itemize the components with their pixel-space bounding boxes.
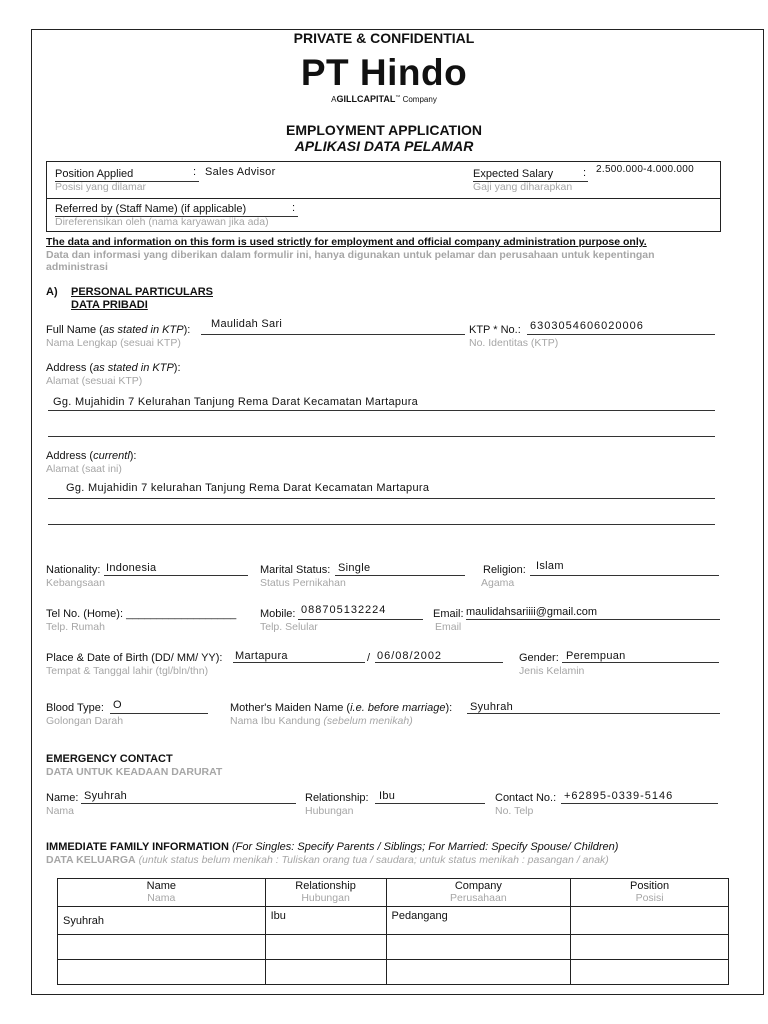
marital-label: Marital Status: <box>260 564 331 576</box>
emergency-contact-value[interactable]: +62895-0339-5146 <box>564 790 674 802</box>
position-label-id: Posisi yang dilamar <box>55 181 147 193</box>
gender-label: Gender: <box>519 652 559 664</box>
email-line <box>466 619 720 620</box>
mobile-value[interactable]: 088705132224 <box>301 604 387 616</box>
family-cell-company[interactable]: Pedangang <box>386 907 571 935</box>
salary-colon: : <box>583 167 587 179</box>
gender-value[interactable]: Perempuan <box>566 650 626 662</box>
address-ktp-line-1 <box>48 410 715 411</box>
salary-label-id: Gaji yang diharapkan <box>473 181 573 193</box>
family-col-name: Name Nama <box>58 879 266 907</box>
family-cell-relationship[interactable] <box>265 935 386 960</box>
address-current-value[interactable]: Gg. Mujahidin 7 kelurahan Tanjung Rema Darat Kecamatan Martapura <box>66 482 430 494</box>
section-a-title: PERSONAL PARTICULARS <box>71 286 213 298</box>
religion-value[interactable]: Islam <box>536 560 564 572</box>
family-title: IMMEDIATE FAMILY INFORMATION (For Singles: Specify Parents / Siblings; For Married: Specify Spouse/ Children) <box>46 841 619 853</box>
birth-place-value[interactable]: Martapura <box>235 650 288 662</box>
ktp-label: KTP * No.: <box>469 324 521 336</box>
mother-label: Mother's Maiden Name (i.e. before marriage): <box>230 702 453 714</box>
emergency-relationship-label-id: Hubungan <box>305 805 354 817</box>
nationality-label: Nationality: <box>46 564 101 576</box>
email-value[interactable]: maulidahsariiii@gmail.com <box>466 606 597 618</box>
nationality-line <box>104 575 248 576</box>
referred-label-id: Direferensikan oleh (nama karyawan jika ada) <box>55 216 269 228</box>
religion-label-id: Agama <box>481 577 515 589</box>
position-value[interactable]: Sales Advisor <box>205 166 276 178</box>
position-box-divider <box>46 198 721 199</box>
mother-label-id: Nama Ibu Kandung (sebelum menikah) <box>230 715 413 727</box>
address-current-line-2 <box>48 524 715 525</box>
fullname-value[interactable]: Maulidah Sari <box>211 318 283 330</box>
family-cell-name[interactable]: Syuhrah <box>58 907 266 935</box>
section-a-letter: A) <box>46 286 58 298</box>
address-current-line-1 <box>48 498 715 499</box>
family-table <box>57 878 729 985</box>
emergency-contact-line <box>561 803 718 804</box>
tel-label-id: Telp. Rumah <box>46 621 105 633</box>
fullname-label-id: Nama Lengkap (sesuai KTP) <box>46 337 181 349</box>
blood-value[interactable]: O <box>113 699 122 711</box>
family-cell-name[interactable] <box>58 935 266 960</box>
family-col-relationship: Relationship Hubungan <box>265 879 386 907</box>
address-ktp-line-2 <box>48 436 715 437</box>
mobile-line <box>298 619 423 620</box>
gender-label-id: Jenis Kelamin <box>519 665 585 677</box>
notice-id-line1: Data dan informasi yang diberikan dalam formulir ini, hanya digunakan untuk pelamar dan perusahaan untuk kepentingan <box>46 249 655 261</box>
ktp-value[interactable]: 6303054606020006 <box>530 320 644 332</box>
nationality-value[interactable]: Indonesia <box>106 562 157 574</box>
confidential-heading: PRIVATE & CONFIDENTIAL <box>293 30 475 46</box>
position-label: Position Applied <box>55 168 134 180</box>
referred-colon: : <box>292 202 296 214</box>
blood-label: Blood Type: <box>46 702 104 714</box>
mother-line <box>467 713 720 714</box>
ktp-label-id: No. Identitas (KTP) <box>469 337 559 349</box>
family-col-position: Position Posisi <box>571 879 729 907</box>
blood-label-id: Golongan Darah <box>46 715 124 727</box>
ktp-line <box>527 334 715 335</box>
marital-line <box>335 575 465 576</box>
marital-label-id: Status Pernikahan <box>260 577 346 589</box>
birth-separator: / <box>367 652 371 664</box>
company-name: PT Hindo <box>300 52 468 93</box>
salary-label: Expected Salary <box>473 168 554 180</box>
birth-date-line <box>375 662 503 663</box>
religion-line <box>530 575 719 576</box>
emergency-name-value[interactable]: Syuhrah <box>84 790 128 802</box>
emergency-name-line <box>81 803 296 804</box>
mobile-label-id: Telp. Selular <box>260 621 318 633</box>
family-cell-position[interactable] <box>571 907 729 935</box>
family-cell-relationship[interactable]: Ibu <box>265 907 386 935</box>
gender-line <box>562 662 719 663</box>
salary-value[interactable]: 2.500.000-4.000.000 <box>596 164 695 175</box>
mother-value[interactable]: Syuhrah <box>470 701 514 713</box>
email-label: Email: <box>433 608 464 620</box>
blood-line <box>110 713 208 714</box>
birth-place-line <box>233 662 365 663</box>
position-colon: : <box>193 166 197 178</box>
emergency-relationship-line <box>375 803 485 804</box>
family-table-header <box>58 879 729 907</box>
fullname-label: Full Name (as stated in KTP): <box>46 324 191 336</box>
family-cell-position[interactable] <box>571 935 729 960</box>
emergency-title-id: DATA UNTUK KEADAAN DARURAT <box>46 766 223 778</box>
fullname-line <box>201 334 465 335</box>
referred-label: Referred by (Staff Name) (if applicable) <box>55 203 247 215</box>
emergency-name-label-id: Nama <box>46 805 75 817</box>
birth-label-id: Tempat & Tanggal lahir (tgl/bln/thn) <box>46 665 209 677</box>
family-cell-name[interactable] <box>58 960 266 985</box>
form-title: EMPLOYMENT APPLICATION <box>286 122 482 138</box>
family-col-company: Company Perusahaan <box>386 879 571 907</box>
mobile-label: Mobile: <box>260 608 296 620</box>
table-row <box>58 960 729 985</box>
section-a-title-id: DATA PRIBADI <box>71 299 148 311</box>
address-current-label-id: Alamat (saat ini) <box>46 463 122 475</box>
address-ktp-label-id: Alamat (sesuai KTP) <box>46 375 143 387</box>
birth-date-value[interactable]: 06/08/2002 <box>377 650 443 662</box>
email-label-id: Email <box>435 621 462 633</box>
birth-label: Place & Date of Birth (DD/ MM/ YY): <box>46 652 223 664</box>
address-ktp-label: Address (as stated in KTP): <box>46 362 181 374</box>
emergency-title: EMERGENCY CONTACT <box>46 753 173 765</box>
address-current-label: Address (currentl): <box>46 450 137 462</box>
religion-label: Religion: <box>483 564 526 576</box>
address-ktp-value[interactable]: Gg. Mujahidin 7 Kelurahan Tanjung Rema Darat Kecamatan Martapura <box>53 396 419 408</box>
family-cell-company[interactable] <box>386 935 571 960</box>
table-row <box>58 907 729 935</box>
tel-label: Tel No. (Home): __________________ <box>46 608 237 620</box>
company-tagline: AGILLCAPITAL™ Company <box>331 94 437 104</box>
form-title-id: APLIKASI DATA PELAMAR <box>294 138 474 154</box>
family-title-id: DATA KELUARGA (untuk status belum menikah : Tuliskan orang tua / saudara; untuk status menikah : pasangan / anak) <box>46 854 609 866</box>
emergency-relationship-label: Relationship: <box>305 792 369 804</box>
notice-en: The data and information on this form is used strictly for employment and official company administration purpose only. <box>46 236 647 248</box>
emergency-name-label: Name: <box>46 792 79 804</box>
marital-value[interactable]: Single <box>338 562 371 574</box>
emergency-contact-label: Contact No.: <box>495 792 557 804</box>
family-cell-position[interactable] <box>571 960 729 985</box>
emergency-relationship-value[interactable]: Ibu <box>379 790 396 802</box>
nationality-label-id: Kebangsaan <box>46 577 105 589</box>
family-cell-relationship[interactable] <box>265 960 386 985</box>
notice-id-line2: administrasi <box>46 261 108 273</box>
table-row <box>58 935 729 960</box>
family-cell-company[interactable] <box>386 960 571 985</box>
emergency-contact-label-id: No. Telp <box>495 805 534 817</box>
